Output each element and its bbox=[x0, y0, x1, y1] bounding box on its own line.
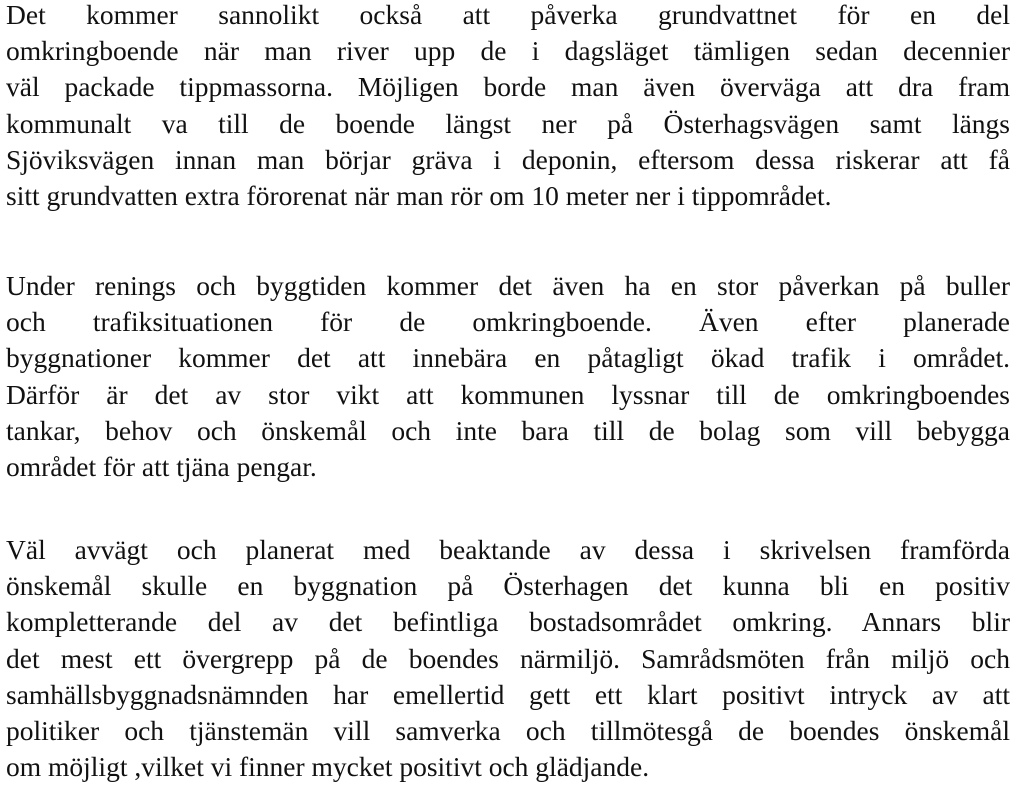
text-line: väl packade tippmassorna. Möjligen borde man även överväga att dra fram bbox=[6, 71, 1010, 103]
text-line: önskemål skulle en byggnation på Österhagen det kunna bli en positiv bbox=[6, 570, 1010, 602]
text-line: området för att tjäna pengar. bbox=[6, 450, 317, 482]
paragraph-conclusion bbox=[6, 532, 1010, 785]
text-line: Väl avvägt och planerat med beaktande av dessa i skrivelsen framförda bbox=[6, 534, 1010, 565]
text-line: det mest ett övergrepp på de boendes närmiljö. Samrådsmöten från miljö och bbox=[6, 642, 1010, 674]
text-line: Därför är det av stor vikt att kommunen lyssnar till de omkringboendes bbox=[6, 378, 1010, 410]
text-line: omkringboende när man river upp de i dagsläget tämligen sedan decennier bbox=[6, 35, 1010, 67]
text-line: Sjöviksvägen innan man börjar gräva i deponin, eftersom dessa riskerar att få bbox=[6, 143, 1010, 175]
text-line: tankar, behov och önskemål och inte bara till de bolag som vill bebygga bbox=[6, 414, 1010, 446]
text-line: politiker och tjänstemän vill samverka och tillmötesgå de boendes önskemål bbox=[6, 714, 1010, 746]
text-line: om möjligt ,vilket vi finner mycket positivt och glädjande. bbox=[6, 751, 650, 783]
text-line: och trafiksituationen för de omkringboende. Även efter planerade bbox=[6, 306, 1010, 338]
text-line: sitt grundvatten extra förorenat när man rör om 10 meter ner i tippområdet. bbox=[6, 179, 832, 211]
text-line: byggnationer kommer det att innebära en påtagligt ökad trafik i området. bbox=[6, 342, 1010, 374]
text-line: kompletterande del av det befintliga bostadsområdet omkring. Annars blir bbox=[6, 606, 1010, 638]
paragraph-groundwater bbox=[6, 0, 1010, 214]
text-line: Under renings och byggtiden kommer det även ha en stor påverkan på buller bbox=[6, 270, 1010, 301]
text-line: samhällsbyggnadsnämnden har emellertid gett ett klart positivt intryck av att bbox=[6, 678, 1010, 710]
text-line: Det kommer sannolikt också att påverka grundvattnet för en del bbox=[6, 0, 1010, 30]
text-line: kommunalt va till de boende längst ner på Österhagsvägen samt längs bbox=[6, 107, 1010, 139]
paragraph-traffic bbox=[6, 268, 1010, 485]
